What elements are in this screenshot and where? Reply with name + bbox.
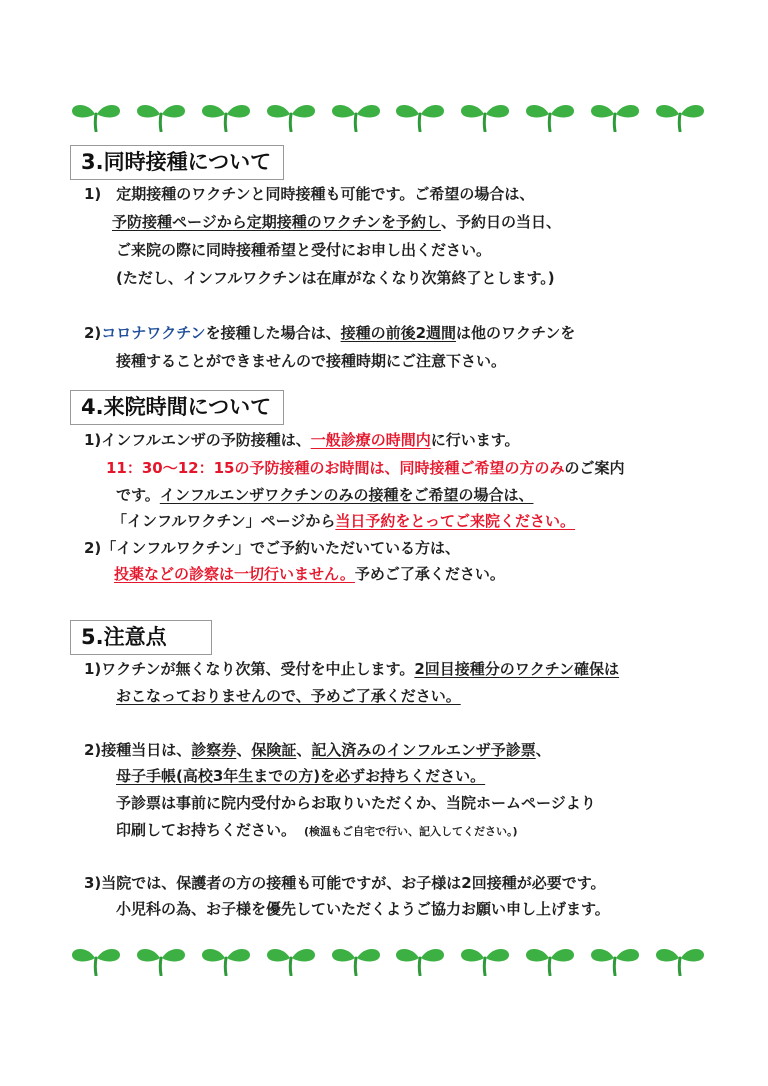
s5-para-2-line-1 bbox=[84, 740, 551, 760]
s4-l3b: インフルエンザワクチンのみの接種をご希望の場合は、 bbox=[159, 486, 534, 504]
section-title-simultaneous: 3.同時接種について bbox=[70, 145, 284, 180]
s3-para-2-line-2: 接種することができませんので接種時期にご注意下さい。 bbox=[116, 352, 507, 370]
s4-line-4 bbox=[112, 511, 575, 531]
sprout-icon bbox=[198, 98, 254, 132]
s3-p2-num: 2) bbox=[84, 324, 102, 342]
sprout-row-bottom bbox=[68, 942, 708, 976]
sprout-icon bbox=[522, 942, 578, 976]
s3-para-2-line-1 bbox=[84, 323, 575, 343]
s5-p2e: 、 bbox=[296, 741, 312, 759]
s4-l1a: 1)インフルエンザの予防接種は、 bbox=[84, 431, 311, 449]
section-title-notes: 5.注意点 bbox=[70, 620, 212, 655]
s5-para-2-line-3: 予診票は事前に院内受付からお取りいただくか、当院ホームページより bbox=[116, 794, 596, 812]
sprout-icon bbox=[133, 98, 189, 132]
sprout-icon bbox=[392, 942, 448, 976]
sprout-icon bbox=[263, 942, 319, 976]
s5-p1c: おこなっておりませんので、予めご了承ください。 bbox=[116, 687, 461, 705]
s3-p2-end: は他のワクチンを bbox=[456, 324, 576, 342]
sprout-icon bbox=[652, 942, 708, 976]
s4-line-3 bbox=[116, 485, 533, 505]
s4-line-2 bbox=[106, 458, 625, 478]
sprout-icon bbox=[68, 942, 124, 976]
s5-p2c: 、 bbox=[236, 741, 252, 759]
s3-line-4: (ただし、インフルワクチンは在庫がなくなり次第終了とします。) bbox=[116, 269, 555, 287]
sprout-icon bbox=[652, 98, 708, 132]
s4-l2a: 11：30〜12：15の予防接種のお時間は、同時接種ご希望の方のみ bbox=[106, 459, 565, 477]
s4-line-6 bbox=[114, 564, 505, 584]
s5-para-3-line-2: 小児科の為、お子様を優先していただくようご協力お願い申し上げます。 bbox=[116, 900, 610, 918]
s4-l4b: 当日予約をとってご来院ください。 bbox=[335, 512, 576, 530]
s5-p2k: (検温もご自宅で行い、記入してください。) bbox=[304, 825, 518, 838]
s4-l4a: 「インフルワクチン」ページから bbox=[112, 512, 336, 530]
sprout-icon bbox=[68, 98, 124, 132]
s3-line-1: 1) 定期接種のワクチンと同時接種も可能です。ご希望の場合は、 bbox=[84, 185, 535, 203]
sprout-icon bbox=[457, 98, 513, 132]
s3-line-2-underlined: 予防接種ページから定期接種のワクチンを予約し bbox=[112, 213, 441, 231]
s3-p2-corona: コロナワクチン bbox=[101, 324, 206, 342]
sprout-row-top bbox=[68, 98, 708, 132]
s5-para-1-line-1 bbox=[84, 659, 619, 679]
s5-para-2-line-4 bbox=[116, 820, 518, 842]
s5-para-2-line-2 bbox=[116, 766, 485, 786]
s5-para-1-line-2 bbox=[116, 686, 461, 706]
s3-line-2 bbox=[112, 212, 561, 232]
s4-l1c: に行います。 bbox=[430, 431, 520, 449]
sprout-icon bbox=[198, 942, 254, 976]
sprout-icon bbox=[263, 98, 319, 132]
sprout-icon bbox=[133, 942, 189, 976]
sprout-icon bbox=[587, 942, 643, 976]
section-title-visit-time: 4.来院時間について bbox=[70, 390, 284, 425]
s3-line-2-rest: 、予約日の当日、 bbox=[440, 213, 561, 231]
s5-p2g: 、 bbox=[535, 741, 551, 759]
sprout-icon bbox=[328, 98, 384, 132]
s5-p2a: 2)接種当日は、 bbox=[84, 741, 192, 759]
s5-para-3-line-1: 3)当院では、保護者の方の接種も可能ですが、お子様は2回接種が必要です。 bbox=[84, 874, 606, 892]
s3-p2-underlined: 接種の前後2週間 bbox=[340, 324, 457, 342]
s4-l3a: です。 bbox=[116, 486, 160, 504]
s3-p2-mid: を接種した場合は、 bbox=[205, 324, 341, 342]
s5-p2j: 印刷してお持ちください。 bbox=[116, 821, 297, 839]
s4-l6b: 予めご了承ください。 bbox=[354, 565, 505, 583]
s5-p2h: 母子手帳(高校3年生までの方)を必ずお持ちください。 bbox=[116, 767, 486, 785]
sprout-icon bbox=[457, 942, 513, 976]
s4-l2b: のご案内 bbox=[564, 459, 625, 477]
s5-p1a: 1)ワクチンが無くなり次第、受付を中止します。 bbox=[84, 660, 415, 678]
s5-p2d: 保険証 bbox=[251, 741, 297, 759]
sprout-icon bbox=[328, 942, 384, 976]
s4-line-5: 2)「インフルワクチン」でご予約いただいている方は、 bbox=[84, 539, 460, 557]
s4-l1b: 一般診療の時間内 bbox=[310, 431, 431, 449]
sprout-icon bbox=[587, 98, 643, 132]
sprout-icon bbox=[522, 98, 578, 132]
s4-line-1 bbox=[84, 430, 520, 450]
s5-p2b: 診察券 bbox=[191, 741, 237, 759]
s5-p2f: 記入済みのインフルエンザ予診票 bbox=[311, 741, 536, 759]
s3-line-3: ご来院の際に同時接種希望と受付にお申し出ください。 bbox=[116, 241, 492, 259]
s5-p1b: 2回目接種分のワクチン確保は bbox=[414, 660, 620, 678]
sprout-icon bbox=[392, 98, 448, 132]
s4-l6a: 投薬などの診察は一切行いません。 bbox=[114, 565, 355, 583]
